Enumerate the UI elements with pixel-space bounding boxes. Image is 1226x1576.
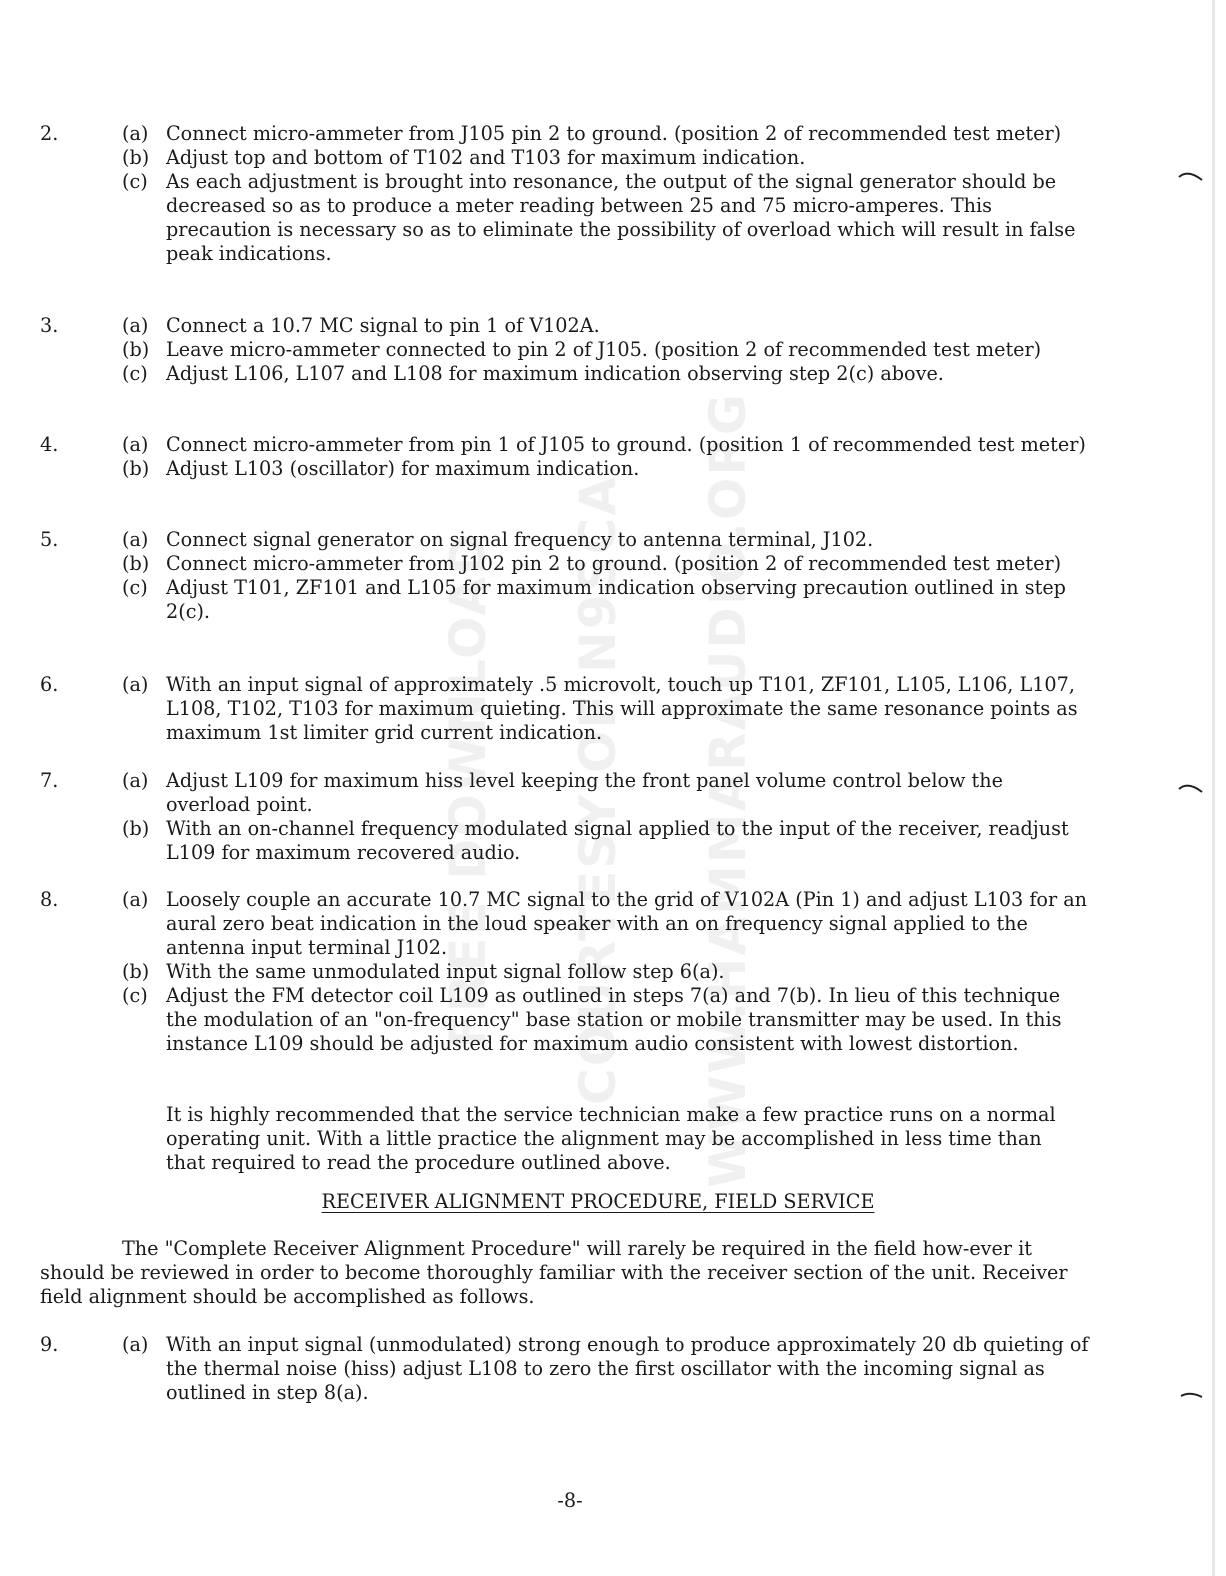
substep: [122, 673, 1190, 745]
step-number: 8.: [40, 888, 59, 911]
substep-text: Adjust L106, L107 and L108 for maximum indication observing step 2(c) above.: [166, 362, 944, 385]
scan-mark: [1178, 780, 1204, 794]
step-number: 4.: [40, 433, 59, 456]
step-number: 2.: [40, 122, 59, 145]
substep: [122, 888, 1190, 960]
substep: [122, 146, 1190, 170]
step-number: 5.: [40, 528, 59, 551]
step-3: [40, 314, 1190, 386]
step-9: [40, 1333, 1190, 1405]
substep-text: Adjust L109 for maximum hiss level keeping the front panel volume control below the overload point.: [166, 769, 1003, 816]
substep-text: Connect signal generator on signal frequency to antenna terminal, J102.: [166, 528, 874, 551]
substep-text: With an input signal of approximately .5 microvolt, touch up T101, ZF101, L105, L106, L107, L108, T102, T103 for maximum quieting. This will approximate the same resonance points as maximum 1st limiter grid current indication.: [166, 673, 1078, 744]
substep-label: (c): [122, 576, 148, 599]
substep-text: Adjust top and bottom of T102 and T103 for maximum indication.: [166, 146, 806, 169]
substep-text: Leave micro-ammeter connected to pin 2 of J105. (position 2 of recommended test meter): [166, 338, 1042, 361]
page-number: -8-: [557, 1489, 583, 1512]
substep: [122, 528, 1190, 552]
substep-text: Adjust L103 (oscillator) for maximum indication.: [166, 457, 640, 480]
substep-label: (a): [122, 122, 149, 145]
substep-label: (b): [122, 552, 150, 575]
substep-text: Adjust T101, ZF101 and L105 for maximum indication observing precaution outlined in step 2(c).: [166, 576, 1066, 623]
substep-label: (b): [122, 146, 150, 169]
step-2: [40, 122, 1190, 266]
substep-text: With an input signal (unmodulated) strong enough to produce approximately 20 db quieting of the thermal noise (hiss) adjust L108 to zero the first oscillator with the incoming signal as outlined in step 8(a).: [166, 1333, 1089, 1404]
substep-label: (a): [122, 314, 149, 337]
substep: [122, 314, 1190, 338]
step-number: 9.: [40, 1333, 59, 1356]
substep-label: (b): [122, 457, 150, 480]
substep-text: Connect a 10.7 MC signal to pin 1 of V102A.: [166, 314, 600, 337]
substep-label: (a): [122, 433, 149, 456]
substep-label: (b): [122, 338, 150, 361]
substep-label: (a): [122, 528, 149, 551]
substep: [122, 552, 1190, 576]
watermark-line-1: FREE DOWNLOAD: [439, 531, 497, 1049]
substep-text: Connect micro-ammeter from pin 1 of J105 to ground. (position 1 of recommended test meter): [166, 433, 1086, 456]
substep: [122, 960, 1190, 984]
substep: [122, 769, 1190, 817]
step-number: 7.: [40, 769, 59, 792]
substep: [122, 576, 1190, 624]
substep: [122, 1333, 1190, 1405]
substep-label: (c): [122, 170, 148, 193]
substep-label: (c): [122, 362, 148, 385]
watermark-line-2: COURTESY OF N9SCA: [569, 474, 627, 1106]
recommendation-paragraph: It is highly recommended that the service technician make a few practice runs on a normal operating unit. With a little practice the alignment may be accomplished in less time than that required to read the procedure outlined above.: [166, 1103, 1056, 1174]
substep: [122, 817, 1190, 865]
substep-text: With an on-channel frequency modulated signal applied to the input of the receiver, readjust L109 for maximum recovered audio.: [166, 817, 1069, 864]
substep-label: (a): [122, 769, 149, 792]
substep: [122, 457, 1190, 481]
substep: [122, 362, 1190, 386]
scan-mark: [1180, 1390, 1204, 1400]
substep-label: (b): [122, 817, 150, 840]
step-number: 3.: [40, 314, 59, 337]
substep-label: (c): [122, 984, 148, 1007]
substep: [122, 984, 1190, 1056]
substep: [122, 170, 1190, 266]
step-7: [40, 769, 1190, 865]
step-8: [40, 888, 1190, 1056]
substep-text: With the same unmodulated input signal follow step 6(a).: [166, 960, 725, 983]
step-5: [40, 528, 1190, 624]
substep-label: (b): [122, 960, 150, 983]
substep-text: As each adjustment is brought into resonance, the output of the signal generator should be decreased so as to produce a meter reading between 25 and 75 micro-amperes. This precaution is necessary so as to eliminate the possibility of overload which will result in false peak indications.: [166, 170, 1076, 265]
watermark-line-3: WWW.HAMMARAUDIO.ORG: [699, 392, 757, 1188]
substep-text: Connect micro-ammeter from J102 pin 2 to ground. (position 2 of recommended test meter): [166, 552, 1062, 575]
substep-text: Connect micro-ammeter from J105 pin 2 to ground. (position 2 of recommended test meter): [166, 122, 1062, 145]
substep: [122, 338, 1190, 362]
substep-label: (a): [122, 673, 149, 696]
step-number: 6.: [40, 673, 59, 696]
substep-label: (a): [122, 888, 149, 911]
substep: [122, 122, 1190, 146]
intro-paragraph: The "Complete Receiver Alignment Procedure" will rarely be required in the field how-ever it should be reviewed in order to become thoroughly familiar with the receiver section of the unit. Receiver field alignment should be accomplished as follows.: [40, 1237, 1068, 1308]
substep-text: Adjust the FM detector coil L109 as outlined in steps 7(a) and 7(b). In lieu of this technique the modulation of an "on-frequency" base station or mobile transmitter may be used. In this instance L109 should be adjusted for maximum audio consistent with lowest distortion.: [166, 984, 1062, 1055]
step-6: [40, 673, 1190, 745]
substep-label: (a): [122, 1333, 149, 1356]
substep: [122, 433, 1190, 457]
scan-mark: [1178, 168, 1204, 182]
section-heading: RECEIVER ALIGNMENT PROCEDURE, FIELD SERVICE: [321, 1190, 875, 1213]
step-4: [40, 433, 1190, 481]
substep-text: Loosely couple an accurate 10.7 MC signal to the grid of V102A (Pin 1) and adjust L103 for an aural zero beat indication in the loud speaker with an on frequency signal applied to the antenna input terminal J102.: [166, 888, 1088, 959]
